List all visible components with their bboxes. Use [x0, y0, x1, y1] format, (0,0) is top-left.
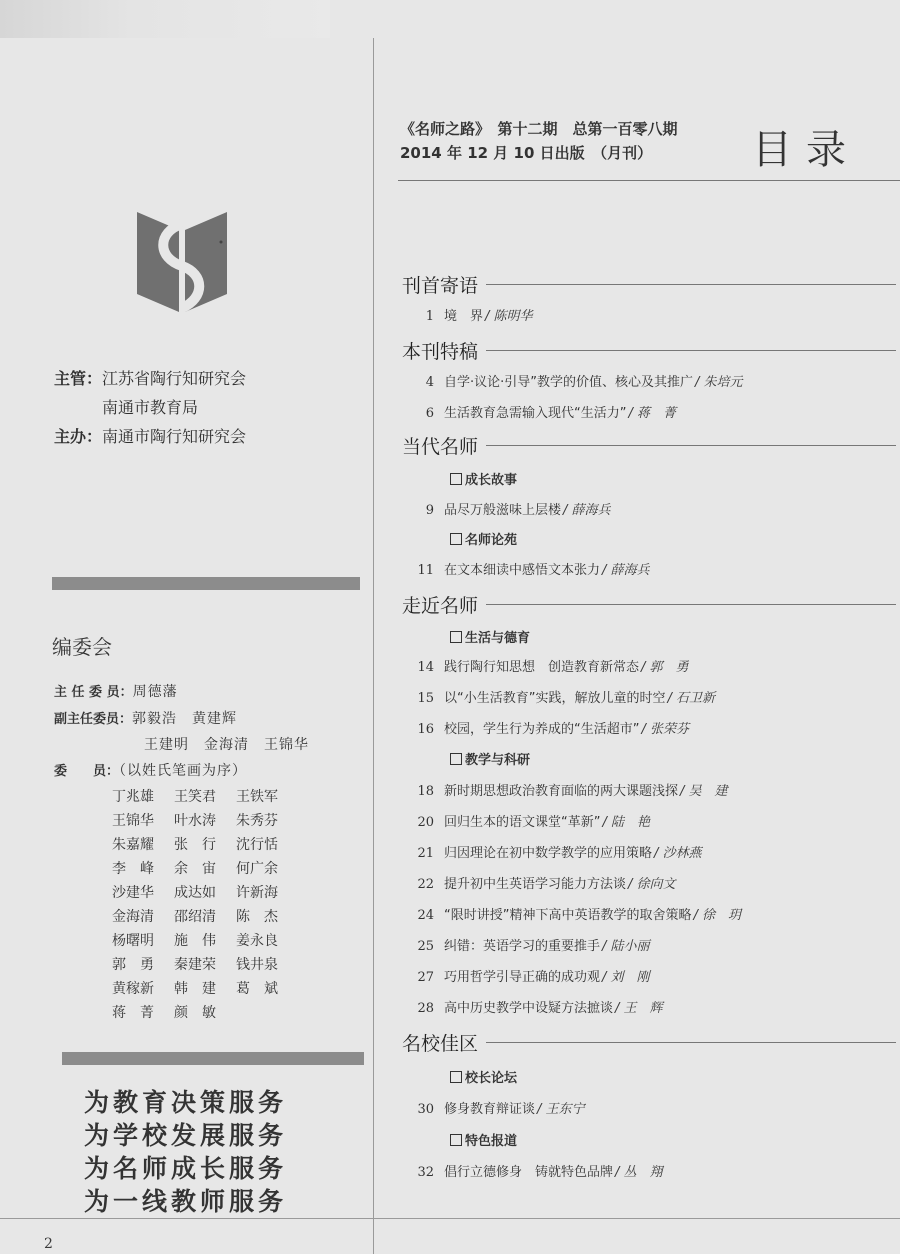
subsection-heading: [450, 1067, 517, 1086]
entry-author: / 朱培元: [695, 375, 743, 390]
subsection-title: 成长故事: [465, 473, 518, 488]
vice-names-1: 郭毅浩 黄建辉: [132, 711, 238, 727]
entry-title: 自学·议论·引导”教学的价值、核心及其推广: [444, 375, 693, 390]
entry-title: 生活教育急需输入现代“生活力”: [444, 406, 627, 421]
checkbox-icon: [450, 631, 462, 643]
vice-names-2: 王建明 金海清 王锦华: [144, 737, 309, 753]
toc-entry[interactable]: [400, 1161, 663, 1180]
entry-title: 修身教育辩证谈: [444, 1102, 536, 1117]
supervisor-name-1: 江苏省陶行知研究会: [102, 369, 247, 388]
checkbox-icon: [450, 473, 462, 485]
member-name: 李 峰: [112, 861, 154, 877]
member-row: [112, 906, 298, 930]
member-name: 钱井泉: [236, 957, 278, 973]
entry-author: / 沙林燕: [654, 846, 702, 861]
member-name: 韩 建: [174, 981, 216, 997]
toc-title: 目录: [752, 127, 860, 173]
journal-logo-icon: [135, 208, 230, 318]
member-row: [112, 834, 298, 858]
entry-author: / 石卫新: [667, 691, 715, 706]
members-note: （以姓氏笔画为序）: [119, 763, 248, 779]
director-label: 主 任 委 员：: [54, 685, 133, 700]
slogan-line: 为一线教师服务: [84, 1187, 288, 1216]
sponsor-name: 南通市陶行知研究会: [102, 427, 247, 446]
director-row: [54, 681, 178, 701]
subsection-title: 生活与德育: [465, 631, 531, 646]
member-name: 蒋 菁: [112, 1005, 154, 1021]
toc-entry[interactable]: [400, 904, 741, 923]
member-name: 王锦华: [112, 813, 154, 829]
entry-title: 以“小生活教育”实践，解放儿童的时空: [444, 691, 666, 706]
entry-title: “限时讲授”精神下高中英语教学的取舍策略: [444, 908, 692, 923]
toc-entry[interactable]: [400, 559, 650, 578]
toc-entry[interactable]: [400, 966, 650, 985]
entry-page: 32: [417, 1165, 434, 1180]
toc-entry[interactable]: [400, 811, 650, 830]
vice-label: 副主任委员：: [54, 712, 133, 727]
checkbox-icon: [450, 1071, 462, 1083]
member-name: 何广余: [236, 861, 278, 877]
subsection-heading: [450, 749, 530, 768]
entry-author: / 王东宁: [537, 1102, 585, 1117]
entry-page: 16: [417, 722, 434, 737]
slogan-line: 为教育决策服务: [84, 1088, 288, 1117]
director-name: 周德藩: [132, 684, 178, 700]
toc-entry[interactable]: [400, 997, 663, 1016]
subsection-heading: [450, 469, 517, 488]
member-name: 施 伟: [174, 933, 216, 949]
section-title: 本刊特稿: [402, 341, 479, 363]
section-rule: [486, 1042, 896, 1043]
member-name: 郭 勇: [112, 957, 154, 973]
toc-entry[interactable]: [400, 1098, 585, 1117]
toc-entry[interactable]: [400, 305, 533, 324]
section-heading: [402, 591, 896, 618]
subsection-title: 名师论苑: [465, 533, 518, 548]
section-rule: [486, 445, 896, 446]
member-name: 沈行恬: [236, 837, 278, 853]
entry-author: / 蒋 菁: [628, 406, 676, 421]
entry-page: 22: [417, 877, 434, 892]
member-name: 黄稼新: [112, 981, 154, 997]
section-title: 名校佳区: [402, 1033, 479, 1055]
entry-title: 在文本细读中感悟文本张力: [444, 563, 601, 578]
supervisor-name-2: 南通市教育局: [102, 398, 199, 417]
member-name: 陈 杰: [236, 909, 278, 925]
member-name: 沙建华: [112, 885, 154, 901]
entry-title: 践行陶行知思想 创造教育新常态: [444, 660, 640, 675]
committee-title: 编委会: [52, 635, 112, 659]
entry-title: 巧用哲学引导正确的成功观: [444, 970, 601, 985]
entry-title: 纠错：英语学习的重要推手: [444, 939, 601, 954]
entry-page: 4: [425, 375, 434, 390]
section-bar-bottom: [62, 1052, 364, 1065]
header-decoration: [0, 0, 330, 38]
member-name: 金海清: [112, 909, 154, 925]
entry-title: 提升初中生英语学习能力方法谈: [444, 877, 627, 892]
entry-page: 28: [417, 1001, 434, 1016]
toc-entry[interactable]: [400, 780, 728, 799]
entry-author: / 陆小丽: [602, 939, 650, 954]
toc-entry[interactable]: [400, 718, 689, 737]
toc-entry[interactable]: [400, 687, 715, 706]
entry-title: 高中历史教学中设疑方法摭谈: [444, 1001, 614, 1016]
section-title: 刊首寄语: [402, 275, 479, 297]
members-label: 委 员：: [54, 764, 120, 779]
member-name: 张 行: [174, 837, 216, 853]
section-rule: [486, 604, 896, 605]
member-row: [112, 858, 298, 882]
subsection-heading: [450, 627, 530, 646]
checkbox-icon: [450, 1134, 462, 1146]
section-heading: [402, 1029, 896, 1056]
slogan-line: 为名师成长服务: [84, 1154, 288, 1183]
entry-page: 18: [417, 784, 434, 799]
member-name: [236, 1002, 298, 1026]
entry-page: 21: [417, 846, 434, 861]
entry-author: / 陆 艳: [602, 815, 650, 830]
member-row: [112, 810, 298, 834]
section-title: 当代名师: [402, 436, 479, 458]
member-name: 朱秀芬: [236, 813, 278, 829]
entry-page: 6: [425, 406, 434, 421]
entry-page: 14: [417, 660, 434, 675]
entry-author: / 吴 建: [680, 784, 728, 799]
member-name: 叶水涛: [174, 813, 216, 829]
subsection-heading: [450, 1130, 517, 1149]
member-name: 余 宙: [174, 861, 216, 877]
entry-title: 倡行立德修身 铸就特色品牌: [444, 1165, 614, 1180]
section-heading: [402, 271, 896, 298]
member-name: 丁兆雄: [112, 789, 154, 805]
sponsor-label: 主办：: [54, 427, 103, 446]
vice-row: [54, 708, 237, 728]
entry-page: 15: [417, 691, 434, 706]
entry-title: 新时期思想政治教育面临的两大课题浅探: [444, 784, 679, 799]
entry-page: 30: [417, 1102, 434, 1117]
member-name: 王铁军: [236, 789, 278, 805]
page-number: 2: [44, 1236, 53, 1252]
member-name: 成达如: [174, 885, 216, 901]
supervisor-label: 主管：: [54, 369, 103, 388]
members-list: [112, 786, 298, 1026]
member-row: [112, 978, 298, 1002]
entry-title: 校园，学生行为养成的“生活超市”: [444, 722, 640, 737]
member-row: [112, 954, 298, 978]
section-rule: [486, 284, 896, 285]
entry-page: 25: [417, 939, 434, 954]
entry-author: / 张荣芬: [641, 722, 689, 737]
subsection-title: 特色报道: [465, 1134, 518, 1149]
entry-author: / 陈明华: [485, 309, 533, 324]
entry-title: 境 界: [444, 309, 484, 324]
entry-page: 1: [425, 309, 434, 324]
section-heading: [402, 432, 896, 459]
entry-title: 回归生本的语文课堂“革新”: [444, 815, 601, 830]
toc-entry[interactable]: [400, 499, 611, 518]
section-title: 走近名师: [402, 595, 479, 617]
entry-title: 归因理论在初中数学教学的应用策略: [444, 846, 653, 861]
entry-title: 品尽万般滋味上层楼: [444, 503, 562, 518]
entry-author: / 丛 翔: [615, 1165, 663, 1180]
entry-author: / 薛海兵: [602, 563, 650, 578]
toc-entry[interactable]: [400, 873, 676, 892]
entry-author: / 王 辉: [615, 1001, 663, 1016]
member-row: [112, 1002, 298, 1026]
entry-page: 9: [425, 503, 434, 518]
section-bar-top: [52, 577, 360, 590]
entry-author: / 徐 玥: [693, 908, 741, 923]
issue-info: 《名师之路》 第十二期 总第一百零八期: [400, 120, 678, 138]
member-row: [112, 930, 298, 954]
entry-page: 11: [417, 563, 434, 578]
member-name: 姜永良: [236, 933, 278, 949]
toc-entry[interactable]: [400, 371, 743, 390]
entry-page: 24: [417, 908, 434, 923]
member-name: 邵绍清: [174, 909, 216, 925]
footer-rule: [0, 1218, 900, 1219]
sponsor-row: [54, 424, 246, 447]
toc-entry[interactable]: [400, 656, 689, 675]
member-name: 许新海: [236, 885, 278, 901]
entry-author: / 徐向文: [628, 877, 676, 892]
publish-date: 2014 年 12 月 10 日出版 （月刊）: [400, 144, 653, 162]
header-rule: [398, 180, 900, 181]
member-name: 朱嘉耀: [112, 837, 154, 853]
subsection-heading: [450, 529, 517, 548]
column-divider: [373, 38, 374, 1254]
subsection-title: 教学与科研: [465, 753, 531, 768]
supervisor-row: [54, 366, 246, 389]
member-name: 王笑君: [174, 789, 216, 805]
checkbox-icon: [450, 533, 462, 545]
member-name: 杨曙明: [112, 933, 154, 949]
entry-author: / 郭 勇: [641, 660, 689, 675]
member-name: 葛 斌: [236, 981, 278, 997]
entry-page: 27: [417, 970, 434, 985]
subsection-title: 校长论坛: [465, 1071, 518, 1086]
entry-page: 20: [417, 815, 434, 830]
checkbox-icon: [450, 753, 462, 765]
section-heading: [402, 337, 896, 364]
entry-author: / 刘 刚: [602, 970, 650, 985]
members-header: [54, 760, 247, 780]
toc-entry[interactable]: [400, 402, 676, 421]
toc-entry[interactable]: [400, 842, 702, 861]
slogan-line: 为学校发展服务: [84, 1121, 288, 1150]
entry-author: / 薛海兵: [563, 503, 611, 518]
toc-entry[interactable]: [400, 935, 650, 954]
member-name: 颜 敏: [174, 1005, 216, 1021]
member-row: [112, 786, 298, 810]
member-name: 秦建荣: [174, 957, 216, 973]
section-rule: [486, 350, 896, 351]
member-row: [112, 882, 298, 906]
